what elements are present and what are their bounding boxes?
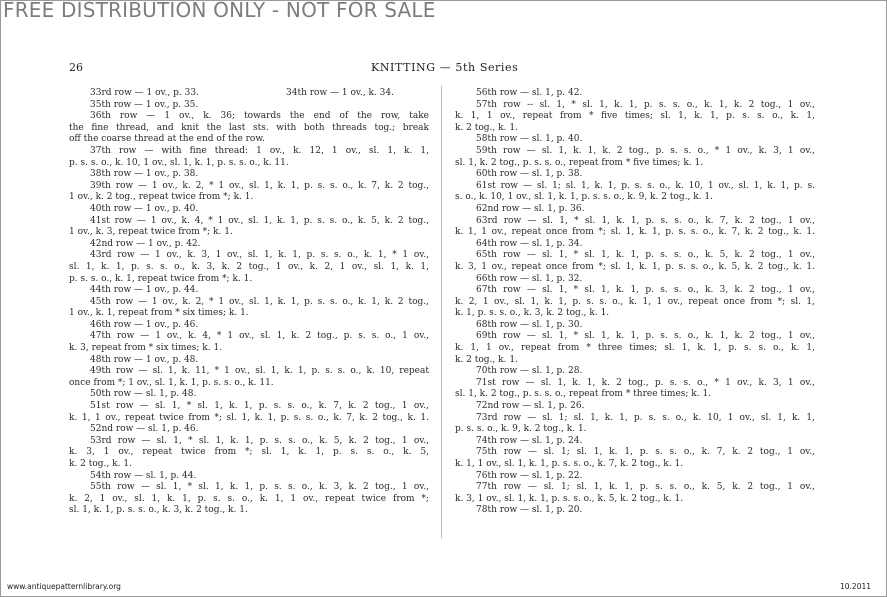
text-line: k. 3, 1 ov., repeat twice from *; sl. 1, k. 1, p. s. s. o., k. 5, [69,447,429,458]
text-line: k. 2 tog., k. 1. [455,122,518,133]
text-line: 40th row — 1 ov., p. 40. [90,203,199,214]
text-line: 56th row — sl. 1, p. 42. [476,88,583,98]
text-line: 36th row — 1 ov., k. 36; towards the end of the row, take [90,111,429,122]
text-line: 66th row — sl. 1, p. 32. [476,273,583,284]
page-number: 26 [69,61,83,74]
text-line: 68th row — sl. 1, p. 30. [476,319,583,330]
text-line: 65th row — sl. 1, * sl. 1, k. 1, p. s. s. o., k. 5, k. 2 tog., 1 ov., [476,250,815,261]
text-line: k. 3, repeat from * six times; k. 1. [69,343,223,354]
text-line: k. 1, p. s. s. o., k. 3, k. 2 tog., k. 1. [455,308,610,319]
text-line: 1 ov., k. 3, repeat twice from *; k. 1. [69,227,233,238]
footer-url[interactable]: www.antiquepatternlibrary.org [7,582,121,591]
text-line: 53rd row — sl. 1, * sl. 1, k. 1, p. s. s. o., k. 5, k. 2 tog., 1 ov., [90,435,429,446]
running-head: KNITTING — 5th Series [371,61,519,74]
text-line: 73rd row — sl. 1; sl. 1, k. 1, p. s. s. o., k. 10, 1 ov., sl. 1, k. 1, [476,412,815,423]
text-line: 45th row — 1 ov., k. 2, * 1 ov., sl. 1, k. 1, p. s. s. o., k. 1, k. 2 tog., [90,296,429,307]
text-line: 69th row — sl. 1, * sl. 1, k. 1, p. s. s. o., k. 1, k. 2 tog., 1 ov., [476,331,815,342]
text-line: sl. 1, k. 1, p. s. s. o., k. 3, k. 2 tog., k. 1. [69,505,248,516]
text-line: 77th row — sl. 1; sl. 1, k. 1, p. s. s. o., k. 5, k. 2 tog., 1 ov., [476,482,815,493]
column-divider [441,86,442,538]
text-line: 51st row — sl. 1, * sl. 1, k. 1, p. s. s. o., k. 7, k. 2 tog., 1 ov., [90,401,429,412]
text-line: sl. 1, k. 2 tog., p. s. s. o., repeat from * five times; k. 1. [455,157,704,168]
text-line: 58th row — sl. 1, p. 40. [476,134,583,145]
text-line: 55th row — sl. 1, * sl. 1, k. 1, p. s. s. o., k. 3, k. 2 tog., 1 ov., [90,482,429,493]
text-line: 64th row — sl. 1, p. 34. [476,238,583,249]
text-line: 48th row — 1 ov., p. 48. [90,354,199,365]
text-line: 71st row — sl. 1, k. 1, k. 2 tog., p. s. s. o., * 1 ov., k. 3, 1 ov., [476,377,815,388]
text-line: 37th row — with fine thread: 1 ov., k. 12, 1 ov., sl. 1, k. 1, [90,145,429,156]
distribution-banner: FREE DISTRIBUTION ONLY - NOT FOR SALE [3,0,436,22]
text-line: 60th row — sl. 1, p. 38. [476,169,583,180]
text-line: the fine thread, and knit the last sts. with both threads tog.; break [69,122,429,133]
text-line: 75th row — sl. 1; sl. 1, k. 1, p. s. s. o., k. 7, k. 2 tog., 1 ov., [476,447,815,458]
text-line: p. s. s. o., k. 10, 1 ov., sl. 1, k. 1, p. s. s. o., k. 11. [69,157,289,168]
text-line: k. 1, 1 ov., repeat from * three times; sl. 1, k. 1, p. s. s. o., k. 1, [455,343,815,354]
text-line: k. 2, 1 ov., sl. 1, k. 1, p. s. s. o., k. 1, 1 ov., repeat once from *; sl. 1, [455,296,815,307]
right-text-column [455,88,815,517]
text-line: 47th row — 1 ov., k. 4, * 1 ov., sl. 1, k. 2 tog., p. s. s. o., 1 ov., [90,331,429,342]
text-line-inline: 34th row — 1 ov., k. 34. [286,88,394,98]
text-line: 44th row — 1 ov., p. 44. [90,285,199,296]
text-line: k. 2 tog., k. 1. [455,354,518,365]
text-line: p. s. s. o., k. 1, repeat twice from *; k. 1. [69,273,253,284]
footer-date: 10.2011 [840,582,872,591]
text-line: 41st row — 1 ov., k. 4, * 1 ov., sl. 1, k. 1, p. s. s. o., k. 5, k. 2 tog., [90,215,429,226]
text-line: k. 1, 1 ov., sl. 1, k. 1, p. s. s. o., k. 7, k. 2 tog., k. 1. [455,459,684,469]
text-line: sl. 1, k. 1, p. s. s. o., k. 3, k. 2 tog., 1 ov., k. 2, 1 ov., sl. 1, k. 1, [69,261,429,272]
text-line: 54th row — sl. 1, p. 44. [90,470,197,481]
text-line: k. 1, 1 ov., repeat twice from *; sl. 1, k. 1, p. s. s. o., k. 7, k. 2 tog., k. 1. [69,412,429,423]
text-line: 43rd row — 1 ov., k. 3, 1 ov., sl. 1, k. 1, p. s. s. o., k. 1, * 1 ov., [90,250,429,261]
text-line: 1 ov., k. 1, repeat from * six times; k. 1. [69,308,249,319]
text-line: 72nd row — sl. 1, p. 26. [476,401,585,412]
text-line: k. 3, 1 ov., sl. 1, k. 1, p. s. s. o., k. 5, k. 2 tog., k. 1. [455,493,684,504]
text-line: sl. 1, k. 2 tog., p. s. s. o., repeat from * three times; k. 1. [455,389,712,400]
text-line: 50th row — sl. 1, p. 48. [90,389,197,400]
text-line: s. o., k. 10, 1 ov., sl. 1, k. 1, p. s. s. o., k. 9, k. 2 tog., k. 1. [455,192,713,203]
text-line: 59th row — sl. 1, k. 1, k. 2 tog., p. s. s. o., * 1 ov., k. 3, 1 ov., [476,145,815,156]
text-line: 1 ov., k. 2 tog., repeat twice from *; k. 1. [69,192,254,203]
text-line: 52nd row — sl. 1, p. 46. [90,424,199,435]
text-line: off the coarse thread at the end of the row. [69,134,265,145]
text-line: 67th row — sl. 1, * sl. 1, k. 1, p. s. s. o., k. 3, k. 2 tog., 1 ov., [476,285,815,296]
text-line: k. 2 tog., k. 1. [69,459,132,469]
text-line: once from *; 1 ov., sl. 1, k. 1, p. s. s. o., k. 11. [69,377,274,388]
text-line: k. 1, 1 ov., repeat once from *; sl. 1, k. 1, p. s. s. o., k. 7, k. 2 tog., k. 1. [455,227,815,238]
text-line: 74th row — sl. 1, p. 24. [476,435,583,446]
text-line: 46th row — 1 ov., p. 46. [90,319,199,330]
text-line: 76th row — sl. 1, p. 22. [476,470,583,481]
text-line: 78th row — sl. 1, p. 20. [476,505,583,516]
left-text-column [69,88,429,517]
text-line: 38th row — 1 ov., p. 38. [90,169,199,180]
text-line: 33rd row — 1 ov., p. 33. [90,88,199,98]
text-line: 63rd row — sl. 1, * sl. 1, k. 1, p. s. s. o., k. 7, k. 2 tog., 1 ov., [476,215,815,226]
text-line: 42nd row — 1 ov., p. 42. [90,238,201,249]
text-line: 61st row — sl. 1; sl. 1, k. 1, p. s. s. o., k. 10, 1 ov., sl. 1, k. 1, p. s. [476,180,815,191]
text-line: 62nd row — sl. 1, p. 36. [476,203,585,214]
text-line: k. 2, 1 ov., sl. 1, k. 1, p. s. s. o., k. 1, 1 ov., repeat twice from *; [69,493,429,504]
text-line: 49th row — sl. 1, k. 11, * 1 ov., sl. 1, k. 1, p. s. s. o., k. 10, repeat [90,366,429,377]
text-line: p. s. s. o., k. 9, k. 2 tog., k. 1. [455,424,587,435]
text-line: 35th row — 1 ov., p. 35. [90,99,199,110]
text-line: k. 3, 1 ov., repeat once from *; sl. 1, k. 1, p. s. s. o., k. 5, k. 2 tog., k. 1. [455,261,815,272]
text-line: 57th row -- sl. 1, * sl. 1, k. 1, p. s. s. o., k. 1, k. 2 tog., 1 ov., [476,99,815,110]
text-line: k. 1, 1 ov., repeat from * five times; sl. 1, k. 1, p. s. s. o., k. 1, [455,111,815,122]
text-line: 70th row — sl. 1, p. 28. [476,366,583,377]
text-line: 39th row — 1 ov., k. 2, * 1 ov., sl. 1, k. 1, p. s. s. o., k. 7, k. 2 tog., [90,180,429,191]
